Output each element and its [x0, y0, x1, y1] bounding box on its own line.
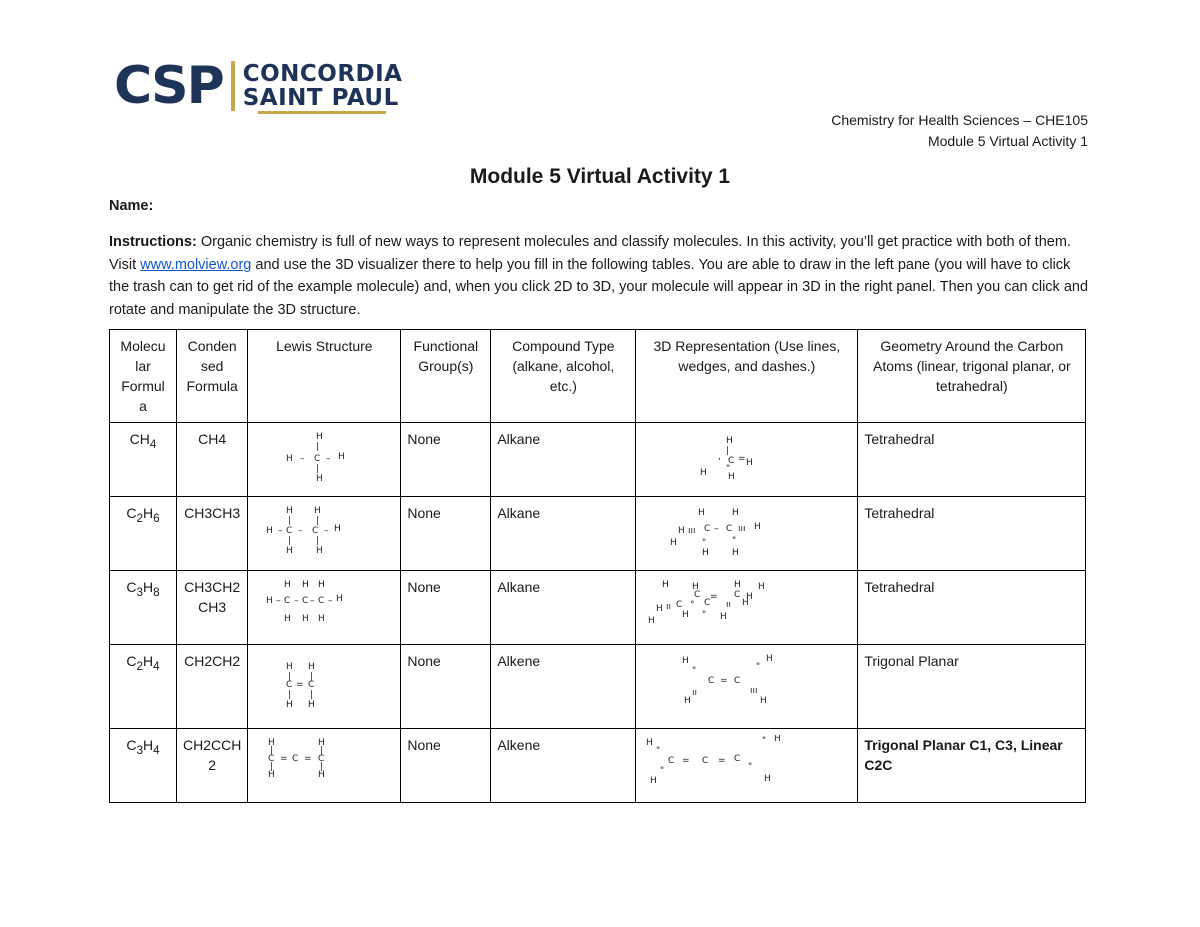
svg-text:H: H: [758, 582, 766, 592]
svg-text:ııı: ııı: [738, 524, 746, 534]
svg-text:H: H: [732, 548, 740, 558]
svg-text:=: =: [304, 754, 312, 764]
svg-text:H: H: [316, 546, 324, 556]
svg-text:|: |: [320, 762, 324, 772]
svg-text:ııı: ııı: [688, 526, 696, 536]
compound-type: Alkane: [491, 571, 636, 645]
lewis-structure-drawing: [248, 497, 401, 571]
svg-text:H: H: [646, 738, 654, 748]
svg-text:–: –: [294, 596, 299, 606]
3d-representation-drawing: [636, 645, 858, 729]
3d-sketch-c3h4: [642, 735, 850, 791]
molview-link[interactable]: www.molview.org: [140, 256, 252, 273]
svg-text:C: C: [726, 524, 733, 534]
svg-text:H: H: [316, 432, 324, 442]
svg-text:C: C: [314, 454, 321, 464]
compound-type: Alkane: [491, 497, 636, 571]
svg-text:|: |: [310, 672, 314, 682]
svg-text:|: |: [270, 746, 274, 756]
svg-text:C: C: [708, 676, 715, 686]
course-header: [831, 110, 1088, 152]
compound-type: Alkene: [491, 729, 636, 803]
3d-sketch-ch4: [642, 429, 850, 485]
geometry: Trigonal Planar: [858, 645, 1086, 729]
svg-text:|: |: [320, 746, 324, 756]
svg-text:=: =: [710, 592, 718, 602]
header-molecular-formula: Molecu lar Formul a: [110, 330, 177, 423]
svg-text:H: H: [746, 592, 754, 602]
functional-group: None: [401, 645, 491, 729]
instructions-text-1: Organic chemistry is full of new ways to represent molecules and classify molecules. In this activity, you’ll get practice with both of them. Visit: [109, 234, 1071, 273]
header-lewis-structure: Lewis Structure: [248, 330, 401, 423]
svg-text:H: H: [266, 526, 274, 536]
svg-text:|: |: [288, 690, 292, 700]
logo-letters: CSP: [114, 56, 223, 116]
geometry: Tetrahedral: [858, 423, 1086, 497]
condensed-formula: CH2CH2: [177, 645, 248, 729]
svg-text:H: H: [774, 735, 782, 744]
lewis-sketch-c3h8: [254, 577, 394, 633]
3d-sketch-c2h4: [642, 651, 850, 717]
svg-text:": ": [726, 464, 731, 474]
svg-text:H: H: [700, 468, 708, 478]
svg-text:": ": [660, 766, 665, 776]
svg-text:|: |: [316, 464, 320, 474]
svg-text:=: =: [718, 756, 726, 766]
molecular-formula: $C_3H_4$: [110, 729, 177, 803]
table-row: [110, 423, 1086, 497]
svg-text:H: H: [726, 436, 734, 446]
svg-text:H: H: [302, 614, 310, 624]
svg-text:H: H: [268, 738, 276, 748]
svg-text:ıı: ıı: [692, 688, 698, 698]
header-geometry: Geometry Around the Carbon Atoms (linear, trigonal planar, or tetrahedral): [858, 330, 1086, 423]
svg-text:H: H: [682, 656, 690, 666]
svg-text:H: H: [266, 596, 274, 606]
svg-text:": ": [656, 746, 661, 756]
svg-text:–: –: [328, 596, 333, 606]
svg-text:–: –: [310, 596, 315, 606]
svg-text:C: C: [728, 456, 735, 466]
svg-text:H: H: [286, 546, 294, 556]
condensed-formula: CH4: [177, 423, 248, 497]
svg-text:H: H: [318, 770, 326, 780]
svg-text:H: H: [670, 538, 678, 548]
svg-text:=: =: [280, 754, 288, 764]
svg-text:,: ,: [718, 452, 722, 462]
svg-text:C: C: [268, 754, 275, 764]
lewis-structure-drawing: [248, 645, 401, 729]
functional-group: None: [401, 497, 491, 571]
svg-text:H: H: [334, 524, 342, 534]
header-condensed-formula: Conden sed Formula: [177, 330, 248, 423]
3d-representation-drawing: [636, 497, 858, 571]
course-name: Chemistry for Health Sciences – CHE105: [831, 112, 1088, 128]
svg-text:C: C: [704, 524, 711, 534]
svg-text:=: =: [296, 680, 304, 690]
svg-text:–: –: [278, 526, 283, 536]
svg-text:H: H: [284, 614, 292, 624]
instructions: [109, 231, 1089, 321]
svg-text:–: –: [300, 454, 305, 464]
svg-text:H: H: [286, 700, 294, 710]
condensed-formula: CH2CCH 2: [177, 729, 248, 803]
svg-text:H: H: [284, 580, 292, 590]
svg-text:": ": [692, 666, 697, 676]
svg-text:–: –: [324, 526, 329, 536]
molecular-formula: $CH_4$: [110, 423, 177, 497]
svg-text:H: H: [308, 662, 316, 672]
svg-text:H: H: [734, 580, 742, 590]
svg-text:C: C: [308, 680, 315, 690]
svg-text:C: C: [318, 754, 325, 764]
molecule-table: [109, 329, 1086, 803]
svg-text:H: H: [656, 604, 664, 614]
svg-text:C: C: [668, 756, 675, 766]
svg-text:|: |: [316, 442, 320, 452]
svg-text:|: |: [288, 672, 292, 682]
lewis-structure-drawing: [248, 571, 401, 645]
lewis-sketch-c2h6: [254, 503, 394, 559]
svg-text:–: –: [298, 526, 303, 536]
functional-group: None: [401, 571, 491, 645]
condensed-formula: CH3CH3: [177, 497, 248, 571]
lewis-sketch-c3h4: [254, 735, 394, 791]
svg-text:H: H: [732, 508, 740, 518]
condensed-formula: CH3CH2 CH3: [177, 571, 248, 645]
table-row: [110, 645, 1086, 729]
svg-text:H: H: [692, 582, 700, 592]
table-row: [110, 571, 1086, 645]
instructions-label: Instructions:: [109, 234, 197, 250]
svg-text:": ": [748, 762, 753, 772]
table-row: [110, 497, 1086, 571]
module-name: Module 5 Virtual Activity 1: [927, 133, 1088, 149]
compound-type: Alkane: [491, 423, 636, 497]
svg-text:C: C: [292, 754, 299, 764]
svg-text:": ": [702, 538, 707, 548]
svg-text:H: H: [286, 454, 294, 464]
svg-text:C: C: [286, 526, 293, 536]
svg-text:H: H: [286, 506, 294, 516]
lewis-structure-drawing: [248, 729, 401, 803]
svg-text:H: H: [728, 472, 736, 482]
svg-text:H: H: [746, 458, 754, 468]
csp-logo: [114, 56, 403, 116]
logo-line2: SAINT PAUL: [242, 85, 399, 111]
svg-text:C: C: [286, 680, 293, 690]
svg-text:H: H: [764, 774, 772, 784]
svg-text:H: H: [314, 506, 322, 516]
svg-text:C: C: [734, 590, 741, 600]
svg-text:H: H: [650, 776, 658, 786]
svg-text:C: C: [284, 596, 291, 606]
svg-text:|: |: [316, 536, 320, 546]
svg-text:ııı: ııı: [750, 686, 758, 696]
svg-text:H: H: [754, 522, 762, 532]
compound-type: Alkene: [491, 645, 636, 729]
geometry: Tetrahedral: [858, 571, 1086, 645]
logo-divider: [231, 61, 235, 111]
svg-text:H: H: [648, 616, 656, 626]
svg-text:C: C: [734, 754, 741, 764]
svg-text:=: =: [682, 756, 690, 766]
svg-text:": ": [732, 536, 737, 546]
svg-text:|: |: [316, 516, 320, 526]
svg-text:–: –: [276, 596, 281, 606]
lewis-structure-drawing: [248, 423, 401, 497]
svg-text:C: C: [302, 596, 309, 606]
svg-text:|: |: [288, 536, 292, 546]
svg-text:H: H: [336, 594, 344, 604]
svg-text:–: –: [714, 524, 719, 534]
functional-group: None: [401, 729, 491, 803]
svg-text:°: °: [690, 600, 695, 610]
page-title: Module 5 Virtual Activity 1: [469, 165, 731, 188]
svg-text:ıı: ıı: [726, 600, 732, 610]
svg-text:H: H: [662, 580, 670, 590]
svg-text:H: H: [702, 548, 710, 558]
svg-text:H: H: [318, 580, 326, 590]
table-row: [110, 729, 1086, 803]
header-compound-type: Compound Type (alkane, alcohol, etc.): [491, 330, 636, 423]
svg-text:H: H: [684, 696, 692, 706]
3d-representation-drawing: [636, 423, 858, 497]
svg-text:": ": [756, 662, 761, 672]
svg-text:C: C: [318, 596, 325, 606]
svg-text:–: –: [326, 454, 331, 464]
lewis-sketch-c2h4: [254, 651, 394, 717]
3d-sketch-c2h6: [642, 503, 850, 559]
table-header-row: [110, 330, 1086, 423]
header-functional-groups: Functional Group(s): [401, 330, 491, 423]
molecular-formula: $C_2H_6$: [110, 497, 177, 571]
svg-text:H: H: [760, 696, 768, 706]
svg-text:H: H: [766, 654, 774, 664]
svg-text:|: |: [288, 516, 292, 526]
svg-text:": ": [702, 610, 707, 620]
3d-representation-drawing: [636, 571, 858, 645]
svg-text:H: H: [720, 612, 728, 622]
svg-text:ıı: ıı: [666, 602, 672, 612]
svg-text:C: C: [734, 676, 741, 686]
svg-text:H: H: [338, 452, 346, 462]
svg-text:|: |: [726, 446, 730, 456]
svg-text:C: C: [704, 598, 711, 608]
header-3d-representation: 3D Representation (Use lines, wedges, and dashes.): [636, 330, 858, 423]
svg-text:H: H: [318, 738, 326, 748]
geometry: Tetrahedral: [858, 497, 1086, 571]
geometry: Trigonal Planar C1, C3, Linear C2C: [858, 729, 1086, 803]
molecular-formula: $C_3H_8$: [110, 571, 177, 645]
instructions-text-2: and use the 3D visualizer there to help you fill in the following tables. You are able to draw in the left pane (you will have to click the trash can to get rid of the example molecule) and, when you click 2D to 3D, your molecule will appear in 3D in the right panel. Then you can click and rotate and manipulate the 3D structure.: [109, 256, 1089, 318]
svg-text:H: H: [316, 474, 324, 484]
3d-sketch-c3h8: [642, 577, 850, 633]
svg-text:H: H: [286, 662, 294, 672]
molecular-formula: $C_2H_4$: [110, 645, 177, 729]
svg-text:H: H: [682, 610, 690, 620]
svg-text:H: H: [678, 526, 686, 536]
svg-text:H: H: [268, 770, 276, 780]
svg-text:C: C: [676, 600, 683, 610]
svg-text:H: H: [302, 580, 310, 590]
svg-text:H: H: [318, 614, 326, 624]
svg-text:|: |: [270, 762, 274, 772]
svg-text:=: =: [720, 676, 728, 686]
svg-text:": ": [762, 736, 767, 746]
svg-text:|: |: [310, 690, 314, 700]
svg-text:H: H: [308, 700, 316, 710]
svg-text:C: C: [312, 526, 319, 536]
3d-representation-drawing: [636, 729, 858, 803]
name-label: Name:: [109, 198, 154, 214]
logo-underline: [258, 111, 386, 114]
functional-group: None: [401, 423, 491, 497]
logo-wordmark: [243, 62, 403, 110]
svg-text:H: H: [742, 598, 750, 608]
logo-line1: CONCORDIA: [242, 61, 403, 87]
lewis-sketch-ch4: [254, 429, 394, 485]
svg-text:H: H: [698, 508, 706, 518]
svg-text:C: C: [694, 590, 701, 600]
svg-text:=: =: [738, 454, 746, 464]
svg-text:C: C: [702, 756, 709, 766]
